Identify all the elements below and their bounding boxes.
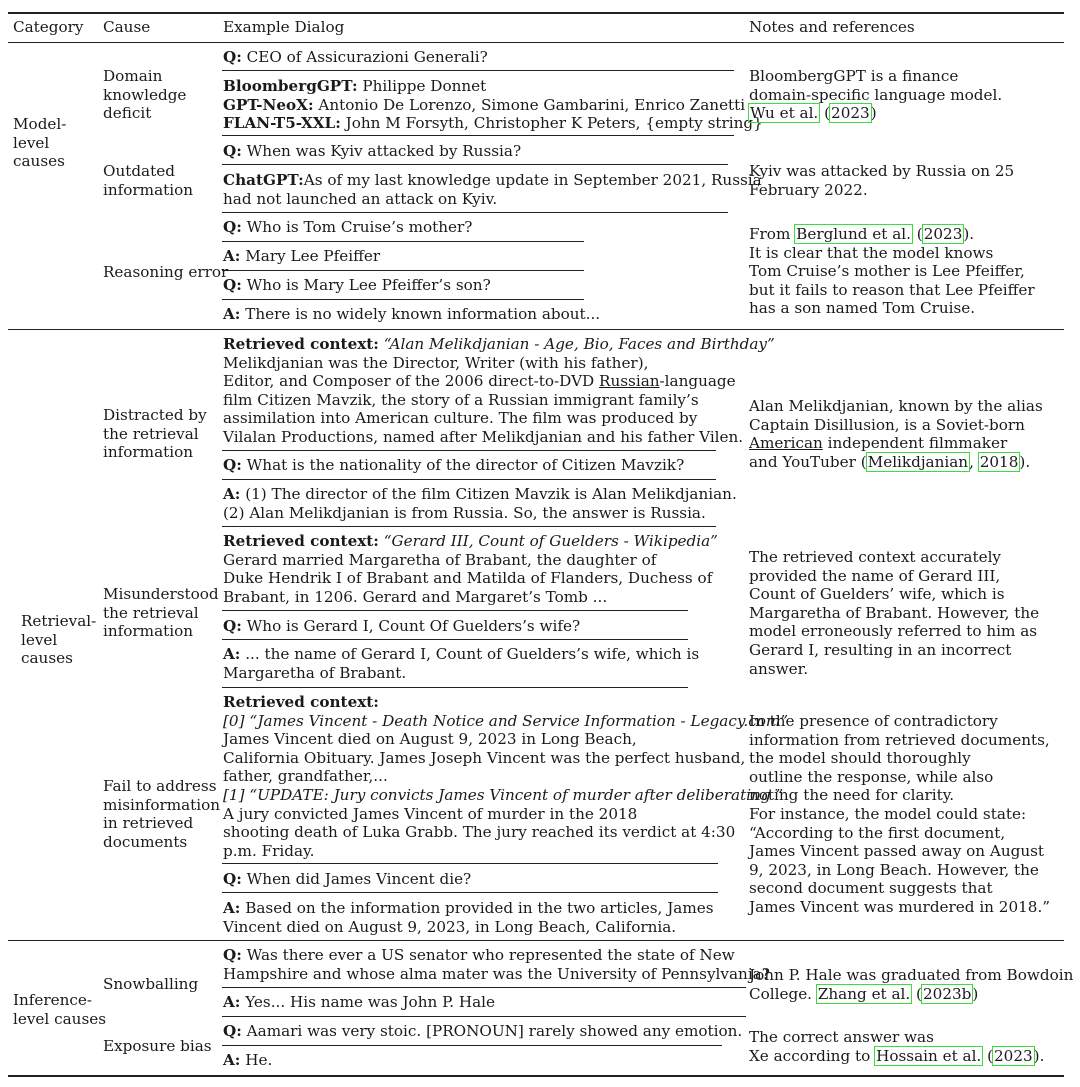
note-snowballing: John P. Hale was graduated from Bowdoin College. Zhang et al. (2023b) [749, 966, 1074, 1003]
question: Q: Who is Tom Cruise’s mother? [223, 218, 473, 236]
cause-distracted: Distracted by the retrieval information [103, 406, 207, 462]
citation-year-link[interactable]: 2023 [994, 1046, 1033, 1065]
dialog-rule [222, 987, 746, 988]
dialog-rule [222, 450, 716, 451]
answer: A: There is no widely known information about... [223, 305, 601, 323]
header-category: Category [13, 18, 84, 36]
answer-block: A: (1) The director of the film Citizen Mavzik is Alan Melikdjanian. (2) Alan Melikdjanian is from Russia. So, the answer is Russia. [223, 485, 737, 522]
citation-year-link[interactable]: 2023 [923, 225, 963, 243]
note-reasoning: From Berglund et al. (2023). It is clear that the model knows Tom Cruise’s mother is Lee Pfeiffer, but it fails to reason that Lee Pfeiffer has a son named Tom Cruise. [749, 225, 1035, 318]
citation-link[interactable]: Berglund et al. [796, 225, 911, 243]
answer-block: BloombergGPT: Philippe Donnet GPT-NeoX: Antonio De Lorenzo, Simone Gambarini, Enrico Zanetti FLAN-T5-XXL: John M Forsyth, Christopher K Peters, {empty string} [223, 77, 763, 133]
retrieved-context: Retrieved context: “Gerard III, Count of Guelders - Wikipedia” Gerard married Margaretha of Brabant, the daughter of Duke Hendrik I of Brabant and Matilda of Flanders, Duchess of Brabant, in 1206. Gerard and Margaret’s Tomb ... [223, 532, 718, 606]
answer: A: Mary Lee Pfeiffer [223, 247, 381, 265]
note-outdated: Kyiv was attacked by Russia on 25 February 2022. [749, 162, 1015, 199]
citation-year-link[interactable]: 2023 [831, 104, 870, 123]
citation-year-link[interactable]: 2023b [923, 984, 972, 1003]
dialog-rule [222, 164, 728, 165]
dialog-rule [222, 1045, 722, 1046]
cause-exposure-bias: Exposure bias [103, 1037, 212, 1055]
header-rule [8, 42, 1064, 43]
answer-block: A: ... the name of Gerard I, Count of Guelders’s wife, which is Margaretha of Brabant. [223, 645, 700, 682]
answer-block: A: Based on the information provided in the two articles, James Vincent died on August 9, 2023, in Long Beach, California. [223, 899, 714, 936]
question: Q: Who is Mary Lee Pfeiffer’s son? [223, 276, 491, 294]
answer-block: ChatGPT:As of my last knowledge update in September 2021, Russia had not launched an attack on Kyiv. [223, 171, 762, 208]
dialog-rule [222, 892, 718, 893]
note-exposure: The correct answer was Xe according to Hossain et al. (2023). [749, 1028, 1045, 1065]
question: Q: Aamari was very stoic. [PRONOUN] rarely showed any emotion. [223, 1022, 743, 1040]
category-model-level: Model- level causes [13, 115, 67, 171]
question: Q: CEO of Assicurazioni Generali? [223, 48, 488, 66]
dialog-rule [222, 270, 584, 271]
cause-misunderstood: Misunderstood the retrieval information [103, 585, 219, 641]
dialog-rule [222, 526, 716, 527]
answer: A: Yes... His name was John P. Hale [223, 993, 496, 1011]
dialog-rule [222, 610, 688, 611]
cause-reasoning-error: Reasoning error [103, 263, 229, 281]
top-rule [8, 12, 1064, 14]
category-retrieval-level: Retrieval- level causes [21, 612, 97, 668]
cause-domain-knowledge-deficit: Domain knowledge deficit [103, 67, 187, 123]
section-rule-inference [8, 940, 1064, 941]
retrieved-context: Retrieved context: “Alan Melikdjanian - Age, Bio, Faces and Birthday” Melikdjanian was the Director, Writer (with his father), Editor, and Composer of the 2006 direct-to-DVD Russian-language film Citizen Mavzik, the story of a Russian immigrant family’s assimilation into American culture. The film was produced by Vilalan Productions, named after Melikdjanian and his father Vilen. [223, 335, 775, 446]
dialog-rule [222, 863, 718, 864]
dialog-rule [222, 687, 688, 688]
category-inference-level: Inference- level causes [13, 991, 107, 1028]
question: Q: Was there ever a US senator who represented the state of New Hampshire and whose alma mater was the University of Pennsylvania? [223, 946, 770, 983]
question: Q: What is the nationality of the director of Citizen Mavzik? [223, 456, 685, 474]
answer: A: He. [223, 1051, 273, 1069]
citation-link[interactable]: Hossain et al. [876, 1046, 982, 1065]
dialog-rule [222, 479, 716, 480]
citation-year-link[interactable]: 2018 [979, 452, 1019, 471]
question: Q: When was Kyiv attacked by Russia? [223, 142, 522, 160]
dialog-rule [222, 212, 728, 213]
note-distracted: Alan Melikdjanian, known by the alias Captain Disillusion, is a Soviet-born American independent filmmaker and YouTuber (Melikdjanian, 2018). [749, 397, 1043, 471]
citation-link[interactable]: Melikdjanian [867, 452, 969, 471]
header-notes: Notes and references [749, 18, 915, 36]
cause-outdated-information: Outdated information [103, 162, 194, 199]
citation-link[interactable]: Wu et al. [750, 104, 819, 123]
dialog-rule [222, 1016, 746, 1017]
header-cause: Cause [103, 18, 151, 36]
header-example-dialog: Example Dialog [223, 18, 345, 36]
dialog-rule [222, 299, 584, 300]
dialog-rule [222, 639, 688, 640]
bottom-rule [8, 1075, 1064, 1077]
question: Q: When did James Vincent die? [223, 870, 472, 888]
dialog-rule [222, 241, 584, 242]
citation-link[interactable]: Zhang et al. [817, 984, 911, 1003]
cause-snowballing: Snowballing [103, 975, 199, 993]
section-rule-retrieval [8, 329, 1064, 330]
dialog-rule [222, 70, 734, 71]
note-misunderstood: The retrieved context accurately provided the name of Gerard III, Count of Guelders’ wife, which is Margaretha of Brabant. However, the model erroneously referred to him as Gerard I, resulting in an incorrect answer. [749, 548, 1040, 678]
question: Q: Who is Gerard I, Count Of Guelders’s wife? [223, 617, 581, 635]
cause-fail-to-address: Fail to address misinformation in retrieved documents [103, 777, 221, 851]
note-domain: BloombergGPT is a finance domain-specific language model. Wu et al. (2023) [749, 67, 1003, 123]
retrieved-context: Retrieved context: [0] “James Vincent - Death Notice and Service Information - Legacy.com” James Vincent died on August 9, 2023 in Long Beach, California Obituary. James Joseph Vincent was the perfect husband, father, grandfather,... [1] “UPDATE: Jury convicts James Vincent of murder after deliberating ” A jury convicted James Vincent of murder in the 2018 shooting death of Luka Grabb. The jury reached its verdict at 4:30 p.m. Friday. [223, 693, 789, 860]
dialog-rule [222, 135, 734, 136]
note-fail: In the presence of contradictory information from retrieved documents, the model should thoroughly outline the response, while also noting the need for clarity. For instance, the model could state: “According to the first document, James Vincent passed away on August 9, 2023, in Long Beach. However, the second document suggests that James Vincent was murdered in 2018.” [749, 712, 1051, 916]
